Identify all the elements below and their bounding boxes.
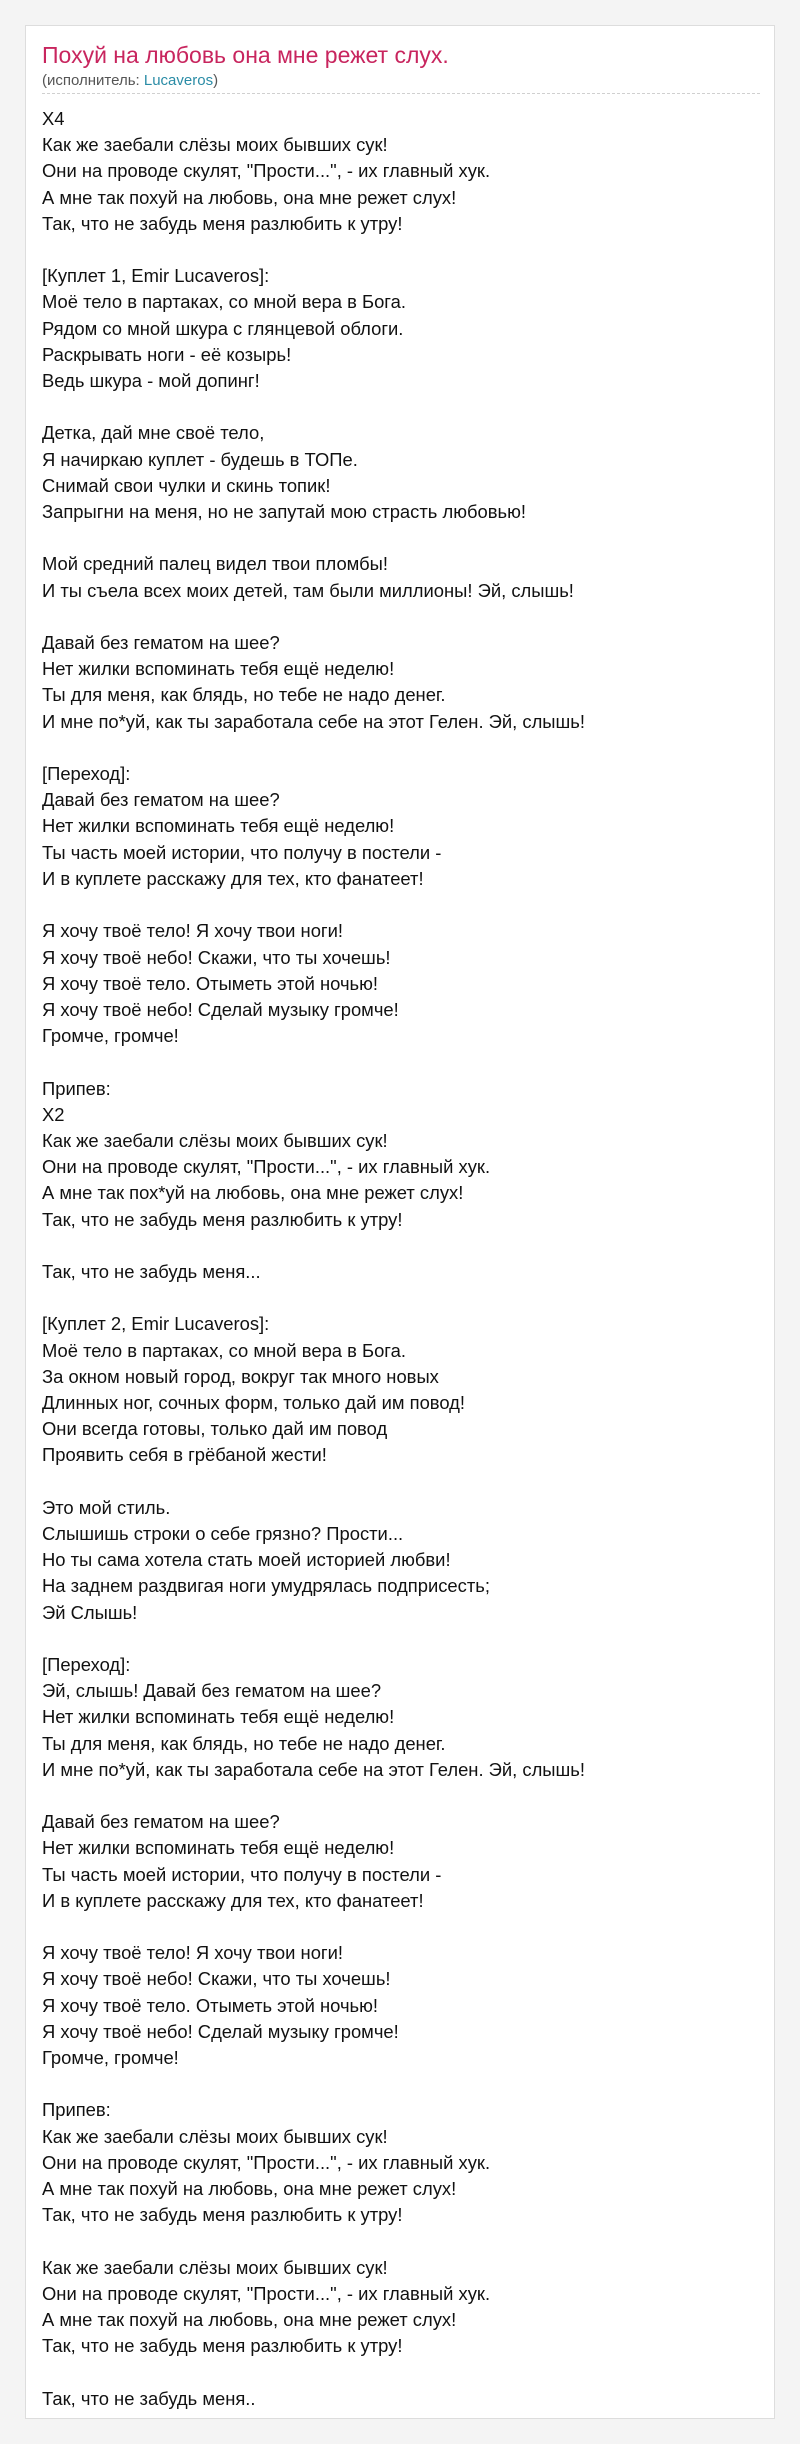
performer-line [42, 72, 760, 90]
header-divider [42, 93, 760, 94]
performer-prefix: (исполнитель: [42, 72, 144, 89]
performer-suffix: ) [213, 72, 219, 89]
song-title: Похуй на любовь она мне режет слух. [42, 42, 449, 68]
lyrics-text: X4 Как же заебали слёзы моих бывших сук! Они на проводе скулят, "Прости...", - их главный хук. А мне так похуй на любовь, она мне режет слух! Так, что не забудь меня разлюбить к утру! [Куплет 1, Emir Lucaveros]: Моё тело в партаках, со мной вера в Бога. Рядом со мной шкура с глянцевой облоги. Раскрывать ноги - её козырь! Ведь шкура - мой допинг! Детка, дай мне своё тело, Я начиркаю куплет - будешь в ТОПе. Снимай свои чулки и скинь топик! Запрыгни на меня, но не запутай мою страсть любовью! Мой средний палец видел твои пломбы! И ты съела всех моих детей, там были миллионы! Эй, слышь! Давай без гематом на шее? Нет жилки вспоминать тебя ещё неделю! Ты для меня, как блядь, но тебе не надо денег. И мне по*уй, как ты заработала себе на этот Гелен. Эй, слышь! [Переход]: Давай без гематом на шее? Нет жилки вспоминать тебя ещё неделю! Ты часть моей истории, что получу в постели - И в куплете расскажу для тех, кто фанатеет! Я хочу твоё тело! Я хочу твои ноги! Я хочу твоё небо! Скажи, что ты хочешь! Я хочу твоё тело. Отыметь этой ночью! Я хочу твоё небо! Сделай музыку громче! Громче, громче! Припев: X2 Как же заебали слёзы моих бывших сук! Они на проводе скулят, "Прости...", - их главный хук. А мне так пох*уй на любовь, она мне режет слух! Так, что не забудь меня разлюбить к утру! Так, что не забудь меня... [Куплет 2, Emir Lucaveros]: Моё тело в партаках, со мной вера в Бога. За окном новый город, вокруг так много новых Длинных ног, сочных форм, только дай им повод! Они всегда готовы, только дай им повод Проявить себя в грёбаной жести! Это мой стиль. Слышишь строки о себе грязно? Прости... Но ты сама хотела стать моей историей любви! На заднем раздвигая ноги умудрялась подприсесть; Эй Слышь! [Переход]: Эй, слышь! Давай без гематом на шее? Нет жилки вспоминать тебя ещё неделю! Ты для меня, как блядь, но тебе не надо денег. И мне по*уй, как ты заработала себе на этот Гелен. Эй, слышь! Давай без гематом на шее? Нет жилки вспоминать тебя ещё неделю! Ты часть моей истории, что получу в постели - И в куплете расскажу для тех, кто фанатеет! Я хочу твоё тело! Я хочу твои ноги! Я хочу твоё небо! Скажи, что ты хочешь! Я хочу твоё тело. Отыметь этой ночью! Я хочу твоё небо! Сделай музыку громче! Громче, громче! Припев: Как же заебали слёзы моих бывших сук! Они на проводе скулят, "Прости...", - их главный хук. А мне так похуй на любовь, она мне режет слух! Так, что не забудь меня разлюбить к утру! Как же заебали слёзы моих бывших сук! Они на проводе скулят, "Прости...", - их главный хук. А мне так похуй на любовь, она мне режет слух! Так, что не забудь меня разлюбить к утру! Так, что не забудь меня.. [42, 108, 585, 2409]
lyrics-card [25, 25, 775, 2419]
performer-link[interactable]: Lucaveros [143, 72, 214, 89]
song-header [42, 42, 760, 90]
